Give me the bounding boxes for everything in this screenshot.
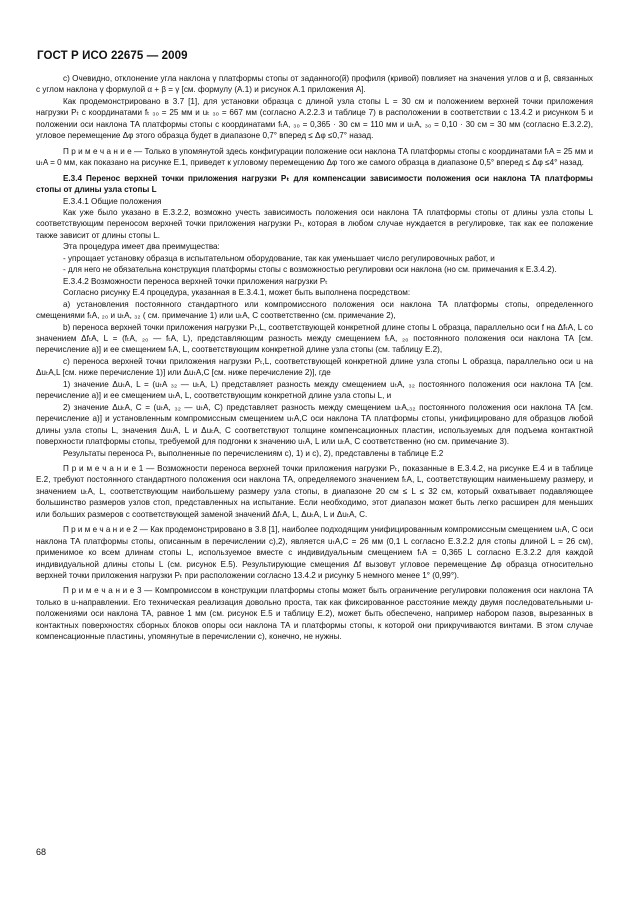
list-item-c: с) переноса верхней точки приложения нагрузки Pₜ,L, соответствующей конкретной длине узла стопы L образца, параллельно оси u на ΔuₜA,L [см. ниже перечисление 1)] или ΔuₜA,C [см. ниже перечисление 2)], где	[36, 356, 593, 378]
paragraph-c-tilt-angle: с) Очевидно, отклонение угла наклона γ платформы стопы от заданного(й) профиля (кривой) повлияет на значения углов α и β, связанных с углом наклона γ формулой α + β = γ [см. формулу (A.1) и рисунок A.1 приложения A].	[36, 74, 593, 95]
subsection-heading-e-3-4-2: E.3.4.2 Возможности переноса верхней точки приложения нагрузки Pₜ	[63, 276, 328, 286]
note-2: П р и м е ч а н и е 2 — Как продемонстрировано в 3.8 [1], наиболее подходящим унифицированным компромиссным смещением uₜA, C оси наклона ТА платформы стопы, описанным в перечислении с),2), является uₜA,C = 26 мм (0,1 L согласно E.3.2.2 для стопы длиной L = 26 см), применимое ко всем длинам стопы L, используемое вместе с индивидуальным смещением fₜA = 0,365 L согласно E.3.2.2 для каждой индивидуальной длины стопы L (см. рисунок E.5). Результирующие смещения Δf вызовут угловое перемещение Δφ образца относительно верхней точки приложения нагрузки Pₜ при расположении согласно 13.4.2 и рисунку 5 немного менее 1° (0,99°).	[36, 525, 593, 581]
paragraph-general: Как уже было указано в E.3.2.2, возможно учесть зависимость положения оси наклона ТА платформы стопы от длины узла стопы L соответствующим переносом верхней точки приложения нагрузки Pₜ, которая в любом случае нуждается в регулировке, так как ее положение также зависит от длины стопы L.	[36, 207, 593, 240]
list-item-b: b) переноса верхней точки приложения нагрузки Pₜ,L, соответствующей конкретной длине стопы L образца, параллельно оси f на ΔfₜA, L со значением ΔfₜA, L = (fₜA, ₂₀ — fₜA, L), представляющим разность между смещением fₜA, ₂₀ постоянного положения оси наклона ТА [см. перечисление а)] и ее смещением fₜA, L, соответствующим конкретной длине узла стопы (см. таблицу E.2),	[36, 322, 593, 355]
page-number: 68	[36, 847, 47, 857]
subsection-heading-e-3-4-1: E.3.4.1 Общие положения	[63, 196, 162, 206]
paragraph-advantages: Эта процедура имеет два преимущества:	[63, 242, 220, 252]
page-header: ГОСТ Р ИСО 22675 — 2009	[37, 50, 188, 62]
note-1: П р и м е ч а н и е 1 — Возможности переноса верхней точки приложения нагрузки Pₜ, показанные в E.3.4.2, на рисунке E.4 и в таблице E.2, требуют постоянного стандартного положения оси наклона ТА, определяемого значением fₜA, L, соответствующим наименьшему размеру, и значением uₜA, L, соответствующим наибольшему размеру узла стопы, в диапазоне 20 см ≤ L ≤ 32 см, который охватывает подавляющее большинство размеров узлов стоп, представленных на испытание. Если необходимо, этот диапазон может быть легко расширен для меньших или больших размеров с соответствующей заменой значений ΔfₜA, L, ΔuₜA, L и ΔuₜA, C.	[36, 463, 593, 519]
paragraph-procedure: Согласно рисунку E.4 процедура, указанная в E.3.4.1, может быть выполнена посредством:	[63, 288, 411, 298]
list-item-c-1: 1) значение ΔuₜA, L = (uₜA ₃₂ — uₜA, L) представляет разность между смещением uₜA, ₃₂ постоянного положения оси наклона ТА [см. перечисление а)] и ее смещением uₜA, L, соответствующим конкретной длине узла стопы L, и	[36, 379, 593, 401]
paragraph-results: Результаты переноса Pₜ, выполненные по перечислениям с), 1) и с), 2), представлены в таблице E.2	[63, 448, 444, 458]
list-item-not-required: - для него не обязательна конструкция платформы стопы с возможностью регулировки оси наклона (но см. примечания к E.3.4.2).	[63, 265, 557, 275]
section-heading-e-3-4: E.3.4 Перенос верхней точки приложения нагрузки Pₜ для компенсации зависимости положения оси наклона ТА платформы стопы от длины узла стопы L	[36, 173, 593, 195]
note-configuration: П р и м е ч а н и е — Только в упомянутой здесь конфигурации положение оси наклона ТА платформы стопы с координатами fₜA = 25 мм и uₜA = 0 мм, как показано на рисунке E.1, приведет к угловому перемещению Δφ того же самого образца в диапазоне 0,5° вперед ≤ Δφ ≤4° назад.	[36, 146, 593, 168]
list-item-simplifies: - упрощает установку образца в испытательном оборудование, так как уменьшает число регулировочных работ, и	[63, 253, 495, 263]
page-body	[36, 73, 593, 643]
paragraph-demonstration: Как продемонстрировано в 3.7 [1], для установки образца с длиной узла стопы L = 30 см и положением верхней точки приложения нагрузки Pₜ с координатами fₜ ₃₀ = 25 мм и uₜ ₃₀ = 667 мм (согласно A.2.2.3 и таблице 7) в расположении в соответствии с 13.4.2 и рисунком 5 и положении оси наклона ТА платформы стопы с координатами fₜA, ₃₀ = 0,365 · 30 см = 110 мм и uₜA, ₃₀ = 0,10 · 30 см = 30 мм (согласно E.3.2.2), угловое перемещение Δφ этого образца будет в диапазоне 0,7° вперед ≤ Δφ ≤0,7° назад.	[36, 96, 593, 141]
note-3: П р и м е ч а н и е 3 — Компромиссом в конструкции платформы стопы может быть ограничение регулировки положения оси наклона ТА только в u-направлении. Его техническая реализация довольно проста, так как фиксированное расстояние между двумя последовательными u-положениями оси наклона ТА, равное 1 мм (см. рисунок E.5 и таблицу E.2), может быть обеспечено, например набором пазов, вырезанных в контактных поверхностях сборных блоков опоры оси наклона ТА и платформы стопы, к которой они прикручиваются винтами. В этом случае компенсационные пластины, упомянутые в перечислении с), конечно, не нужны.	[36, 586, 593, 642]
list-item-c-2: 2) значение ΔuₜA, C = (uₜA, ₃₂ — uₜA, C) представляет разность между смещением uₜA,₃₂ постоянного положения оси наклона ТА [см. перечисление а)] и установленным компромиссным смещением uₜA,C оси наклона ТА платформы стопы, унифицировано для образцов любой длины узла стопы L, значения ΔuₜA, L и ΔuₜA, C соответствуют толщине компенсационных пластин, используемых для подъема контактной поверхности платформы стопы, требуемой для подгонки к значению uₜA, L или uₜA, C соответственно (но см. примечание 3).	[36, 402, 593, 447]
list-item-a: а) установления постоянного стандартного или компромиссного положения оси наклона ТА платформы стопы, определенного смещениями fₜA, ₂₀ и uₜA, ₃₂ ( см. примечание 1) или uₜA, C соответственно (см. примечание 2),	[36, 299, 593, 321]
